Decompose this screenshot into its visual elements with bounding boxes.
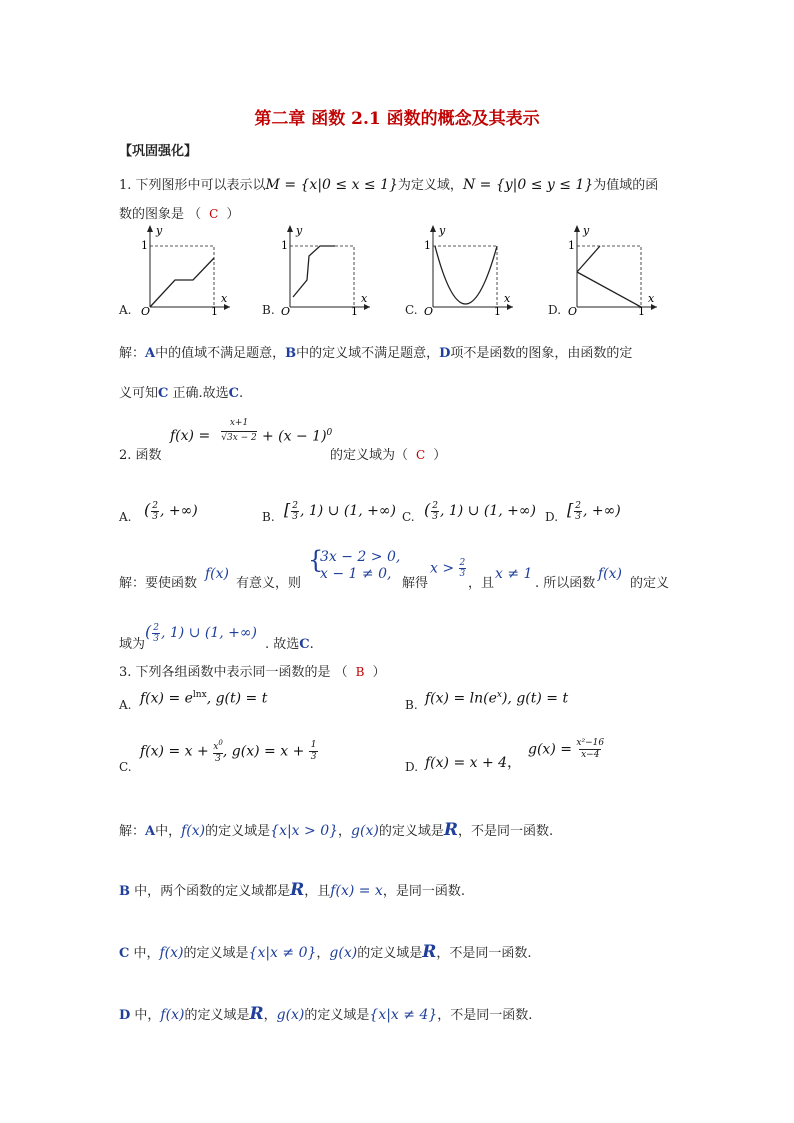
q2-sol-xgt bbox=[430, 558, 466, 579]
q2-sol-text-e: . 所以函数 bbox=[535, 576, 596, 591]
graph-d-curve-lower bbox=[577, 272, 641, 307]
graph-b-y-label: y bbox=[296, 224, 303, 237]
graph-c bbox=[418, 222, 518, 317]
q2-option-c-label: C. bbox=[402, 510, 415, 524]
q2-f-rhs-text: + (x − 1) bbox=[262, 428, 327, 445]
q1-line2 bbox=[119, 203, 239, 222]
q1-sol-prefix: 解： bbox=[119, 346, 146, 361]
q3-option-d-g bbox=[528, 738, 604, 761]
q3-sol-a-gx: g(x) bbox=[351, 823, 379, 839]
graph-b-origin: O bbox=[281, 305, 291, 317]
q3-option-c-num: x bbox=[213, 742, 219, 752]
q2-dom-c: C bbox=[299, 637, 310, 652]
q1-sol-text-b: 中的定义域不满足题意， bbox=[296, 346, 440, 361]
q3-sol-b-letter: B bbox=[119, 884, 130, 899]
section-label: 【巩固强化】 bbox=[119, 144, 198, 159]
q3-sol-d-text3: ， bbox=[263, 1008, 277, 1023]
q3-sol-c-text4: 的定义域是 bbox=[357, 946, 423, 961]
q2-f-rhs bbox=[262, 428, 332, 445]
graph-a-y-label: y bbox=[156, 224, 163, 237]
q2-option-c-num: 2 bbox=[432, 500, 438, 511]
q2-dom-frac-den: 3 bbox=[153, 633, 159, 644]
q2-option-d: [$\frac{2}{3}$, +∞) bbox=[567, 500, 621, 522]
q3-option-a-expr2: , g(t) = t bbox=[206, 690, 268, 707]
q3-sol-a-fx: f(x) bbox=[181, 823, 206, 839]
q1-sol2-prefix: 义可知 bbox=[119, 386, 159, 401]
q2-sys-eq1: 3x − 2 > 0, bbox=[320, 549, 401, 565]
q3-option-b-exp: x bbox=[496, 690, 502, 700]
q3-option-b-expr: f(x) = ln(e bbox=[425, 690, 497, 707]
page-title: 第二章 函数 2.1 函数的概念及其表示 bbox=[254, 109, 540, 129]
graph-d-x-one: 1 bbox=[638, 305, 645, 317]
q3-option-a bbox=[140, 690, 267, 707]
q2-answer: C bbox=[416, 448, 426, 462]
q1-suffix: 为值域的函 bbox=[593, 178, 659, 193]
q1-set-n: N = {y|0 ≤ y ≤ 1} bbox=[462, 177, 594, 193]
q3-option-d-label: D. bbox=[405, 760, 419, 774]
q3-option-b bbox=[425, 690, 568, 707]
graph-d-y-one: 1 bbox=[568, 239, 575, 252]
q3-sol-d-set: {x|x ≠ 4} bbox=[369, 1007, 438, 1023]
q3-answer: B bbox=[355, 665, 365, 679]
q3-sol-d-letter: D bbox=[119, 1008, 131, 1023]
q3-option-d-comma: ， bbox=[507, 755, 522, 771]
q2-sol-fx2: f(x) bbox=[598, 566, 623, 582]
q3-option-c-den2: 3 bbox=[310, 752, 317, 762]
graph-d-box bbox=[577, 246, 641, 307]
q3-sol-d-text4: 的定义域是 bbox=[304, 1008, 370, 1023]
graph-a-origin: O bbox=[141, 305, 151, 317]
graph-a bbox=[135, 222, 235, 317]
q3-option-a-label: A. bbox=[119, 698, 132, 712]
graph-c-y-arrow bbox=[430, 225, 436, 232]
q3-sol-a-set: {x|x > 0} bbox=[270, 823, 339, 839]
q3-sol-d-text1: 中， bbox=[130, 1008, 161, 1023]
q3-sol-c bbox=[119, 942, 532, 962]
q1-sol-text-d: 项不是函数的图象，由函数的定 bbox=[450, 346, 633, 361]
q3-sol-b-r: R bbox=[290, 880, 305, 900]
q3-option-b-expr2: ), g(t) = t bbox=[501, 690, 569, 707]
q3-option-c-expr2: , g(x) = x + bbox=[222, 743, 305, 760]
q2-numerator: x+1 bbox=[229, 418, 249, 428]
q3-option-b-label: B. bbox=[405, 698, 418, 712]
q1-sol2-text: 正确.故选 bbox=[168, 386, 229, 401]
graph-b-curve bbox=[293, 246, 335, 297]
q1-solution-line1 bbox=[119, 342, 632, 361]
graph-b-x-label: x bbox=[361, 292, 368, 305]
q3-sol-d-fx: f(x) bbox=[160, 1007, 185, 1023]
q3-sol-c-r: R bbox=[422, 942, 437, 962]
q2-dom-prefix: 域为 bbox=[119, 637, 146, 652]
q3-prefix: 3. 下列各组函数中表示同一函数的是 （ bbox=[119, 665, 348, 680]
q1-option-b: B. bbox=[262, 303, 275, 317]
q2-close: ） bbox=[433, 448, 447, 463]
q3-option-d-g-lhs: g(x) = bbox=[528, 741, 572, 758]
q2-sol-text-b: 有意义，则 bbox=[236, 576, 302, 591]
q2-f-lhs: f(x) = bbox=[170, 428, 211, 444]
q1-prefix: 1. 下列图形中可以表示以 bbox=[119, 178, 266, 193]
q2-option-b: [$\frac{2}{3}$, 1) ∪ (1, +∞) bbox=[284, 500, 397, 522]
q3-option-c-num-exp: 0 bbox=[218, 739, 223, 747]
q3-option-a-expr: f(x) = e bbox=[140, 690, 193, 707]
q3-sol-b-eq: f(x) = x bbox=[330, 883, 383, 899]
q2-exp: 0 bbox=[326, 428, 333, 438]
q3-sol-c-set: {x|x ≠ 0} bbox=[248, 945, 317, 961]
q2-dom: ($\frac{2}{3}$, 1) ∪ (1, +∞) bbox=[145, 622, 258, 644]
q1-sol2-c: C bbox=[158, 386, 169, 401]
q3-sol-d-r: R bbox=[249, 1004, 264, 1024]
graph-d-y-label: y bbox=[583, 224, 590, 237]
graph-a-x-label: x bbox=[221, 292, 228, 305]
q2-sol-frac-num: 2 bbox=[459, 558, 466, 568]
q2-dom-end: . bbox=[309, 637, 314, 652]
q3-option-c-den: 3 bbox=[215, 754, 221, 764]
q2-option-a-frac bbox=[151, 501, 159, 522]
q1-close: ） bbox=[226, 207, 240, 222]
q2-option-d-frac bbox=[574, 501, 582, 522]
q1-option-c: C. bbox=[405, 303, 418, 317]
q2-sol-text-c: 解得 bbox=[402, 576, 429, 591]
q2-option-a-label: A. bbox=[119, 510, 132, 524]
q2-option-b-den: 3 bbox=[292, 511, 298, 522]
q3-option-c bbox=[140, 738, 318, 765]
q3-sol-c-gx: g(x) bbox=[329, 945, 358, 961]
q1-sol-text-a: 中的值域不满足题意， bbox=[155, 346, 286, 361]
q3-sol-b-text3: ，是同一函数. bbox=[382, 884, 465, 899]
q2-option-b-num: 2 bbox=[292, 500, 298, 511]
q2-option-a-num: 2 bbox=[152, 500, 158, 511]
graph-c-x-one: 1 bbox=[494, 305, 501, 317]
q3-sol-a-text5: ，不是同一函数. bbox=[457, 824, 554, 839]
q3-sol-b bbox=[119, 880, 465, 900]
q3-option-c-expr: f(x) = x + bbox=[140, 743, 209, 760]
q2-sol-text-f: 的定义 bbox=[630, 576, 670, 591]
graph-d-y-arrow bbox=[574, 225, 580, 232]
graph-a-x-one: 1 bbox=[211, 305, 218, 317]
q1-sol2-c2: C bbox=[228, 386, 239, 401]
q3-option-a-exp: lnx bbox=[192, 690, 207, 700]
graph-d-x-label: x bbox=[648, 292, 655, 305]
q3-sol-c-fx: f(x) bbox=[159, 945, 184, 961]
q2-dom-post: . 故选 bbox=[265, 637, 300, 652]
q3-option-c-num2: 1 bbox=[310, 740, 317, 750]
q2-option-a-den: 3 bbox=[152, 511, 158, 522]
q3-sol-b-text2: ，且 bbox=[304, 884, 331, 899]
q1-line2-text: 数的图象是 （ bbox=[119, 207, 202, 222]
q1-answer: C bbox=[209, 207, 219, 221]
q2-suffix-line bbox=[330, 444, 446, 463]
graph-d-curve-upper bbox=[577, 246, 600, 272]
q2-option-c: ($\frac{2}{3}$, 1) ∪ (1, +∞) bbox=[424, 500, 537, 522]
q2-option-b-text: , 1) ∪ (1, +∞) bbox=[299, 503, 397, 519]
q2-option-d-den: 3 bbox=[575, 511, 581, 522]
q2-brace: { bbox=[308, 546, 324, 574]
q2-dom-frac-num: 2 bbox=[153, 622, 159, 633]
q2-fraction-bar bbox=[221, 431, 257, 432]
q3-sol-a-prefix: 解： bbox=[119, 824, 146, 839]
q1-solution-line2 bbox=[119, 382, 243, 401]
q3-sol-a-text3: ， bbox=[338, 824, 352, 839]
q3-option-c-frac2 bbox=[309, 740, 319, 763]
graph-c-curve bbox=[435, 246, 497, 304]
q3-sol-d-text2: 的定义域是 bbox=[184, 1008, 250, 1023]
graph-c-y-label: y bbox=[439, 224, 446, 237]
q1-sol-b: B bbox=[285, 346, 297, 361]
q3-line bbox=[119, 661, 386, 680]
graph-d bbox=[562, 222, 662, 317]
graph-b-box bbox=[290, 246, 354, 307]
graph-d-origin: O bbox=[568, 305, 578, 317]
q2-dom-frac bbox=[152, 623, 160, 644]
q1-line1 bbox=[119, 174, 658, 193]
q3-sol-d bbox=[119, 1004, 532, 1024]
q2-dom-text: , 1) ∪ (1, +∞) bbox=[160, 625, 258, 641]
q3-sol-c-text5: ，不是同一函数. bbox=[436, 946, 532, 961]
q2-option-d-label: D. bbox=[545, 510, 559, 524]
q3-sol-a bbox=[119, 820, 553, 840]
q2-option-a-text: , +∞) bbox=[159, 503, 198, 519]
q2-sys-eq2: x − 1 ≠ 0, bbox=[320, 566, 392, 582]
q2-sol-xne1: x ≠ 1 bbox=[495, 566, 533, 582]
q3-sol-c-text2: 的定义域是 bbox=[183, 946, 249, 961]
q3-sol-d-gx: g(x) bbox=[276, 1007, 305, 1023]
q3-option-d-frac bbox=[576, 738, 604, 761]
graph-c-x-label: x bbox=[504, 292, 511, 305]
q1-option-a: A. bbox=[119, 303, 132, 317]
graph-c-y-one: 1 bbox=[424, 239, 431, 252]
q3-sol-a-letter: A bbox=[145, 824, 156, 839]
graph-b-y-one: 1 bbox=[281, 239, 288, 252]
q2-denominator: √3x − 2 bbox=[221, 433, 257, 443]
q1-mid: 为定义域， bbox=[397, 178, 463, 193]
q3-option-d-expr: f(x) = x + 4 bbox=[425, 755, 508, 771]
q2-sol-frac-den: 3 bbox=[459, 569, 466, 579]
q3-sol-b-text1: 中，两个函数的定义域都是 bbox=[130, 884, 291, 899]
graph-c-origin: O bbox=[424, 305, 434, 317]
q3-sol-a-text2: 的定义域是 bbox=[205, 824, 271, 839]
q3-sol-a-text1: 中， bbox=[155, 824, 182, 839]
q3-close: ） bbox=[372, 665, 386, 680]
q3-sol-c-text3: ， bbox=[316, 946, 330, 961]
q3-option-d bbox=[425, 752, 521, 772]
q2-option-a: ($\frac{2}{3}$, +∞) bbox=[144, 500, 198, 522]
q2-sol-fx: f(x) bbox=[205, 566, 230, 582]
graph-a-y-arrow bbox=[147, 225, 153, 232]
q3-sol-c-text1: 中， bbox=[129, 946, 160, 961]
q3-option-d-den: x−4 bbox=[581, 750, 600, 760]
q2-sol-xgt-text: x > bbox=[430, 560, 455, 577]
q2-sol-frac bbox=[459, 558, 467, 579]
q1-sol2-end: . bbox=[239, 386, 244, 401]
q3-sol-c-letter: C bbox=[119, 946, 130, 961]
graph-b-x-one: 1 bbox=[351, 305, 358, 317]
q2-option-c-text: , 1) ∪ (1, +∞) bbox=[439, 503, 537, 519]
q3-sol-a-text4: 的定义域是 bbox=[378, 824, 444, 839]
q1-set-m: M = {x|0 ≤ x ≤ 1} bbox=[265, 177, 398, 193]
q2-sol-prefix: 解：要使函数 bbox=[119, 576, 198, 591]
q2-prefix: 2. 函数 bbox=[119, 448, 162, 463]
q2-option-c-den: 3 bbox=[432, 511, 438, 522]
graph-b bbox=[275, 222, 375, 317]
q3-option-c-frac1 bbox=[213, 738, 223, 765]
graph-b-y-arrow bbox=[287, 225, 293, 232]
graph-a-y-one: 1 bbox=[141, 239, 148, 252]
q2-sol-text-d: ，且 bbox=[468, 576, 495, 591]
q2-dom-post-line bbox=[265, 633, 314, 652]
q2-option-d-text: , +∞) bbox=[582, 503, 621, 519]
q3-option-d-num: x²−16 bbox=[576, 738, 605, 748]
q3-sol-d-text5: ，不是同一函数. bbox=[437, 1008, 533, 1023]
q1-sol-d: D bbox=[439, 346, 451, 361]
q3-option-c-label: C. bbox=[119, 760, 132, 774]
q2-option-c-frac bbox=[431, 501, 439, 522]
q2-option-b-frac bbox=[291, 501, 299, 522]
graph-a-curve bbox=[150, 258, 214, 307]
q2-option-d-num: 2 bbox=[575, 500, 581, 511]
q3-sol-a-r: R bbox=[443, 820, 458, 840]
graph-a-box bbox=[150, 246, 214, 307]
q2-suffix: 的定义域为（ bbox=[330, 448, 409, 463]
q1-option-d: D. bbox=[548, 303, 562, 317]
q2-option-b-label: B. bbox=[262, 510, 275, 524]
q1-sol-a: A bbox=[145, 346, 156, 361]
